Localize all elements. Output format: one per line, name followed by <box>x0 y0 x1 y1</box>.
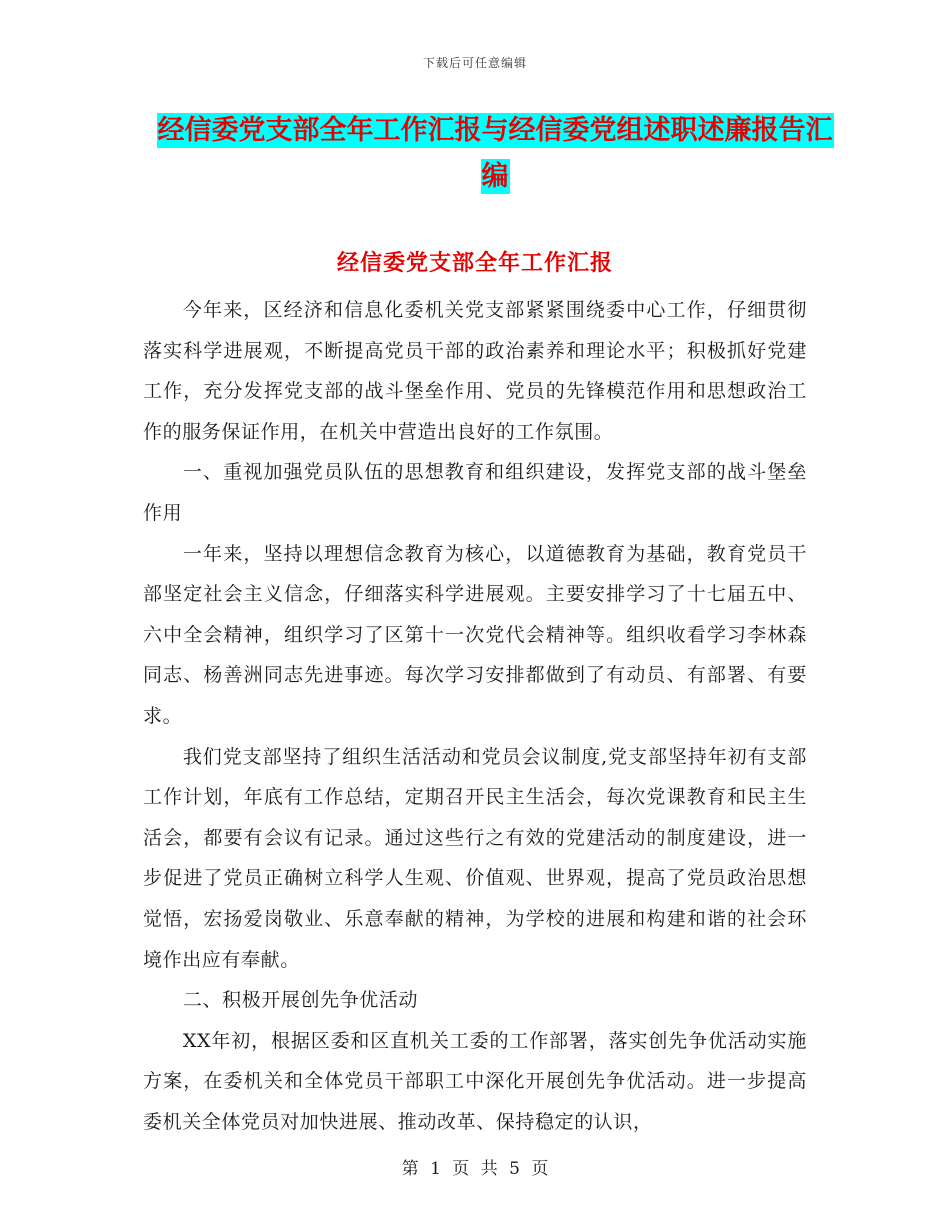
paragraph: 我们党支部坚持了组织生活活动和党员会议制度,党支部坚持年初有支部工作计划，年底有工作总结，定期召开民主生活会，每次党课教育和民主生活会，都要有会议有记录。通过这些行之有效的党建活动的制度建设，进一步促进了党员正确树立科学人生观、价值观、世界观，提高了党员政治思想觉悟，宏扬爱岗敬业、乐意奉献的精神，为学校的进展和构建和谐的社会环境作出应有奉献。 <box>143 745 807 971</box>
body-text <box>143 290 807 1142</box>
paragraph: 一年来，坚持以理想信念教育为核心，以道德教育为基础，教育党员干部坚定社会主义信念，仔细落实科学进展观。主要安排学习了十七届五中、六中全会精神，组织学习了区第十一次党代会精神等。组织收看学习李林森同志、杨善洲同志先进事迹。每次学习安排都做到了有动员、有部署、有要求。 <box>143 542 807 727</box>
section-title: 经信委党支部全年工作汇报 <box>336 251 613 276</box>
document-title <box>150 108 840 200</box>
header-note: 下载后可任意编辑 <box>422 56 527 70</box>
document-title-text: 经信委党支部全年工作汇报与经信委党组述职述廉报告汇编 <box>157 115 833 192</box>
paragraph-heading: 二、积极开展创先争优活动 <box>182 989 419 1012</box>
paragraph: XX年初，根据区委和区直机关工委的工作部署，落实创先争优活动实施方案，在委机关和全体党员干部职工中深化开展创先争优活动。进一步提高委机关全体党员对加快进展、推动改革、保持稳定的认识， <box>143 1029 807 1133</box>
paragraph-heading: 一、重视加强党员队伍的思想教育和组织建设，发挥党支部的战斗堡垒作用 <box>143 461 807 524</box>
paragraph: 今年来，区经济和信息化委机关党支部紧紧围绕委中心工作，仔细贯彻落实科学进展观，不断提高党员干部的政治素养和理论水平；积极抓好党建工作，充分发挥党支部的战斗堡垒作用、党员的先锋模范作用和思想政治工作的服务保证作用，在机关中营造出良好的工作氛围。 <box>143 299 807 443</box>
page-footer: 第 1 页 共 5 页 <box>401 1159 549 1179</box>
